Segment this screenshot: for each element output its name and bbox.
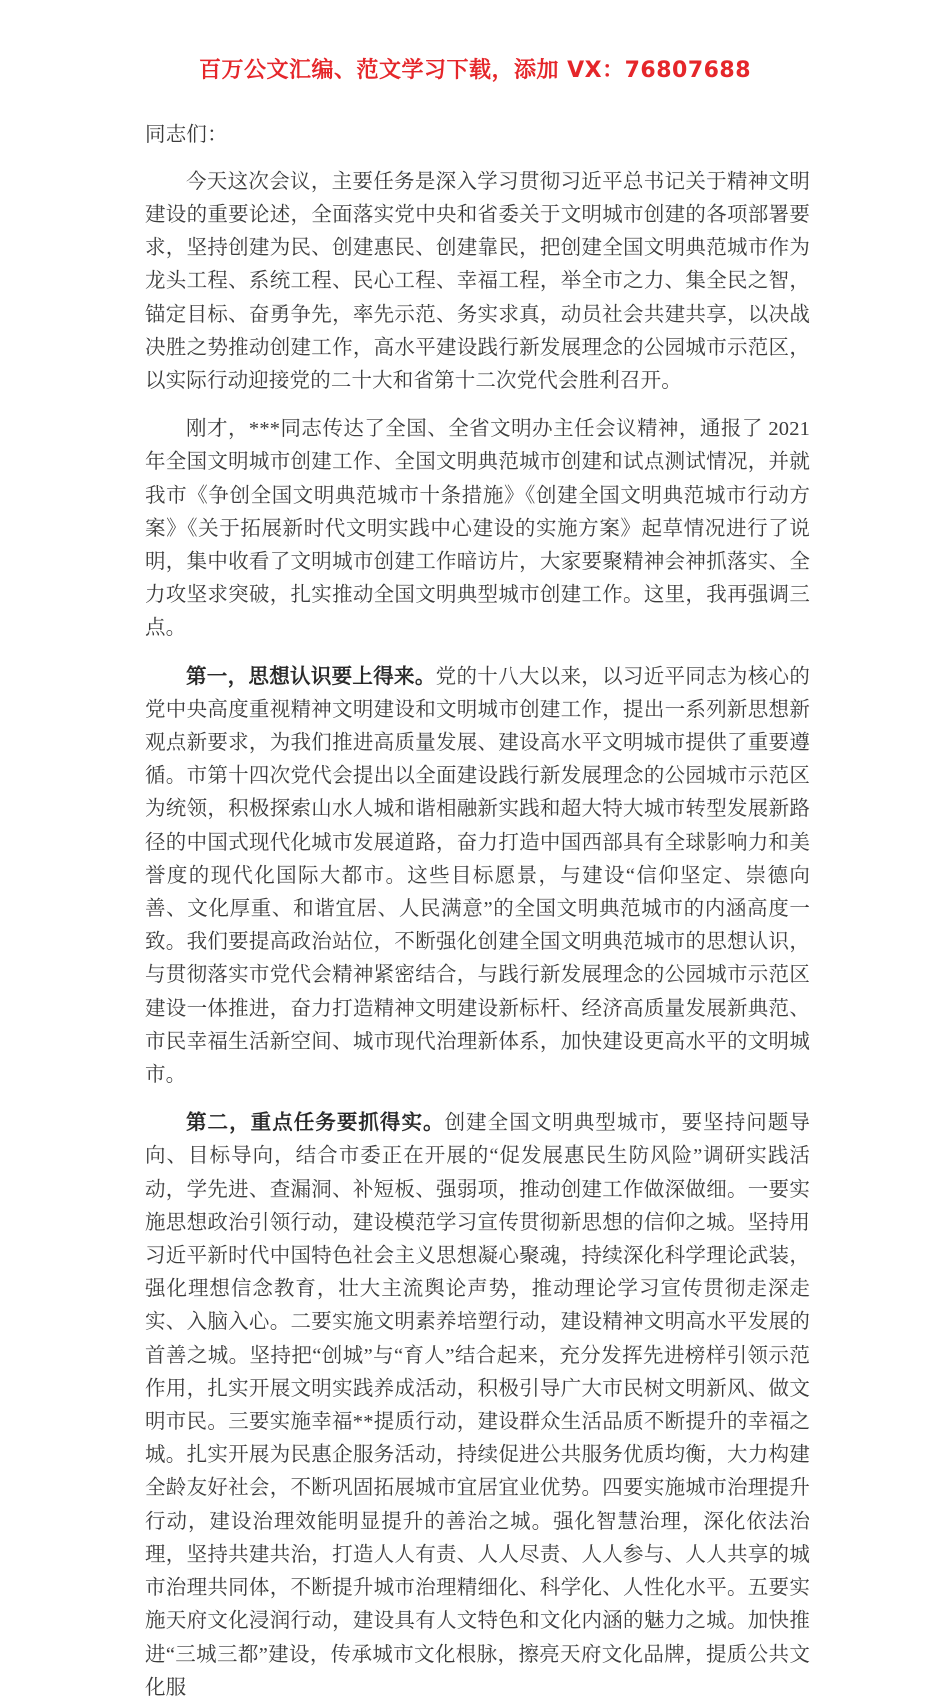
document-body: [145, 120, 810, 1705]
paragraph-1-text: 今天这次会议，主要任务是深入学习贯彻习近平总书记关于精神文明建设的重要论述，全面落实党中央和省委关于文明城市创建的各项部署要求，坚持创建为民、创建惠民、创建靠民，把创建全国文明典范城市作为龙头工程、系统工程、民心工程、幸福工程，举全市之力、集全民之智，锚定目标、奋勇争先，率先示范、务实求真，动员社会共建共享，以决战决胜之势推动创建工作，高水平建设践行新发展理念的公园城市示范区，以实际行动迎接党的二十大和省第十二次党代会胜利召开。: [145, 170, 810, 392]
paragraph-3-lead: 第一，思想认识要上得来。: [186, 665, 436, 688]
promo-banner-text: 百万公文汇编、范文学习下载，添加 VX：76807688: [198, 58, 752, 83]
paragraph-2: [145, 413, 810, 645]
paragraph-4: [145, 1107, 810, 1705]
promo-banner: [0, 60, 950, 82]
paragraph-3-text: 党的十八大以来，以习近平同志为核心的党中央高度重视精神文明建设和文明城市创建工作，提出一系列新思想新观点新要求，为我们推进高质量发展、建设高水平文明城市提供了重要遵循。市第十四次党代会提出以全面建设践行新发展理念的公园城市示范区为统领，积极探索山水人城和谐相融新实践和超大特大城市转型发展新路径的中国式现代化城市发展道路，奋力打造中国西部具有全球影响力和美誉度的现代化国际大都市。这些目标愿景，与建设“信仰坚定、崇德向善、文化厚重、和谐宜居、人民满意”的全国文明典范城市的内涵高度一致。我们要提高政治站位，不断强化创建全国文明典范城市的思想认识，与贯彻落实市党代会精神紧密结合，与践行新发展理念的公园城市示范区建设一体推进，奋力打造精神文明建设新标杆、经济高质量发展新典范、市民幸福生活新空间、城市现代治理新体系，加快建设更高水平的文明城市。: [145, 665, 810, 1087]
paragraph-3: [145, 661, 810, 1093]
paragraph-2-text: 刚才，***同志传达了全国、全省文明办主任会议精神，通报了 2021 年全国文明城市创建工作、全国文明典范城市创建和试点测试情况，并就我市《争创全国文明典范城市十条措施》《创建全国文明典范城市行动方案》《关于拓展新时代文明实践中心建设的实施方案》起草情况进行了说明，集中收看了文明城市创建工作暗访片，大家要聚精神会神抓落实、全力攻坚求突破，扎实推动全国文明典型城市创建工作。这里，我再强调三点。: [145, 418, 810, 640]
paragraph-4-text: 创建全国文明典型城市，要坚持问题导向、目标导向，结合市委正在开展的“促发展惠民生防风险”调研实践活动，学先进、查漏洞、补短板、强弱项，推动创建工作做深做细。一要实施思想政治引领行动，建设模范学习宣传贯彻新思想的信仰之城。坚持用习近平新时代中国特色社会主义思想凝心聚魂，持续深化科学理论武装，强化理想信念教育，壮大主流舆论声势，推动理论学习宣传贯彻走深走实、入脑入心。二要实施文明素养培塑行动，建设精神文明高水平发展的首善之城。坚持把“创城”与“育人”结合起来，充分发挥先进榜样引领示范作用，扎实开展文明实践养成活动，积极引导广大市民树文明新风、做文明市民。三要实施幸福**提质行动，建设群众生活品质不断提升的幸福之城。扎实开展为民惠企服务活动，持续促进公共服务优质均衡，大力构建全龄友好社会，不断巩固拓展城市宜居宜业优势。四要实施城市治理提升行动，建设治理效能明显提升的善治之城。强化智慧治理，深化依法治理，坚持共建共治，打造人人有责、人人尽责、人人参与、人人共享的城市治理共同体，不断提升城市治理精细化、科学化、人性化水平。五要实施天府文化浸润行动，建设具有人文特色和文化内涵的魅力之城。加快推进“三城三都”建设，传承城市文化根脉，擦亮天府文化品牌，提质公共文化服: [145, 1112, 810, 1699]
paragraph-1: [145, 166, 810, 398]
paragraph-4-lead: 第二，重点任务要抓得实。: [186, 1112, 445, 1135]
salutation: 同志们：: [145, 124, 228, 146]
